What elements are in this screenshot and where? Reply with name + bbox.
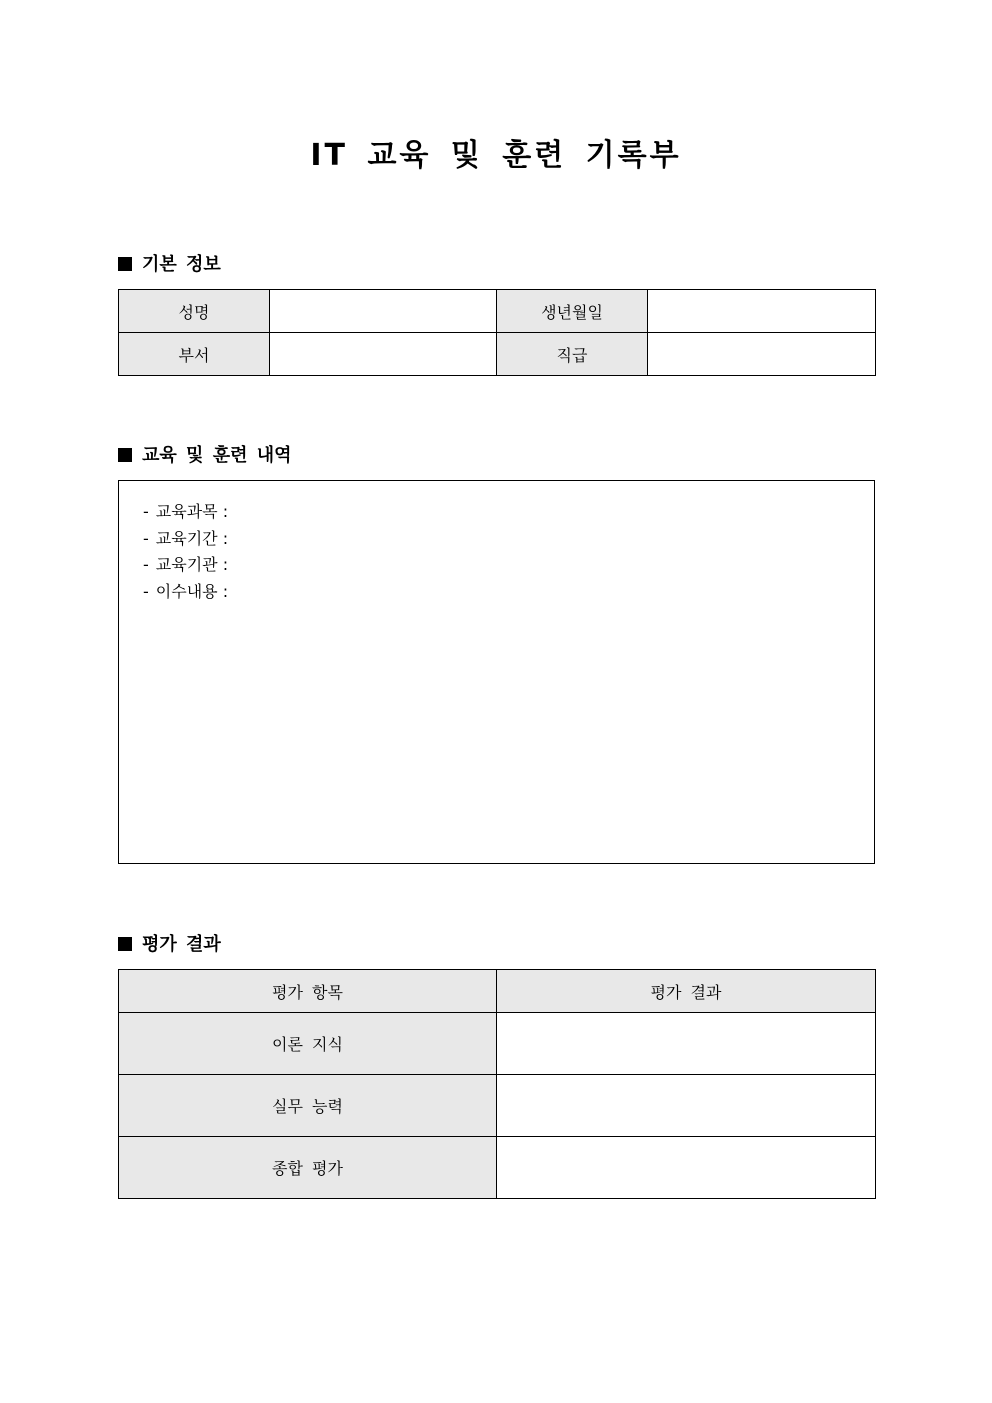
list-item: - 이수내용 : [143, 581, 229, 601]
training-details-heading-text: 교육 및 훈련 내역 [142, 445, 292, 466]
completion-label: 이수내용 [155, 581, 218, 601]
position-field[interactable] [648, 333, 876, 376]
evaluation-table [118, 969, 876, 1199]
dash-bullet-icon: - [143, 502, 149, 521]
name-label: 성명 [119, 290, 270, 333]
basic-info-table [118, 289, 876, 376]
name-field[interactable] [270, 290, 497, 333]
training-details-box[interactable] [118, 480, 875, 864]
dash-bullet-icon: - [143, 581, 149, 601]
basic-info-heading [118, 252, 221, 278]
dash-bullet-icon: - [143, 528, 149, 548]
course-label: 교육과목 [155, 502, 218, 521]
evaluation-item-header: 평가 항목 [119, 970, 497, 1013]
practical-skill-result[interactable] [497, 1075, 876, 1137]
square-bullet-icon [118, 448, 132, 462]
practical-skill-label: 실무 능력 [119, 1075, 497, 1137]
square-bullet-icon [118, 257, 132, 271]
table-row [119, 333, 876, 376]
table-row [119, 1137, 876, 1199]
position-label: 직급 [497, 333, 648, 376]
evaluation-heading-text: 평가 결과 [142, 934, 221, 955]
dash-bullet-icon: - [143, 555, 149, 574]
list-item: - 교육기관 : [143, 555, 229, 574]
period-label: 교육기간 [155, 528, 218, 548]
page-title: IT 교육 및 훈련 기록부 [310, 138, 682, 173]
department-label: 부서 [119, 333, 270, 376]
basic-info-heading-text: 기본 정보 [142, 254, 221, 275]
theory-knowledge-label: 이론 지식 [119, 1013, 497, 1075]
table-row [119, 1075, 876, 1137]
theory-knowledge-result[interactable] [497, 1013, 876, 1075]
department-field[interactable] [270, 333, 497, 376]
evaluation-result-header: 평가 결과 [497, 970, 876, 1013]
square-bullet-icon [118, 937, 132, 951]
training-details-heading [118, 443, 292, 469]
table-row [119, 1013, 876, 1075]
overall-evaluation-label: 종합 평가 [119, 1137, 497, 1199]
table-row [119, 290, 876, 333]
overall-evaluation-result[interactable] [497, 1137, 876, 1199]
training-details-list [119, 481, 874, 605]
birthdate-field[interactable] [648, 290, 876, 333]
list-item: - 교육과목 : [143, 502, 229, 521]
list-item: - 교육기간 : [143, 528, 229, 548]
evaluation-heading [118, 932, 221, 958]
table-header-row [119, 970, 876, 1013]
institution-label: 교육기관 [155, 555, 218, 574]
birthdate-label: 생년월일 [497, 290, 648, 333]
